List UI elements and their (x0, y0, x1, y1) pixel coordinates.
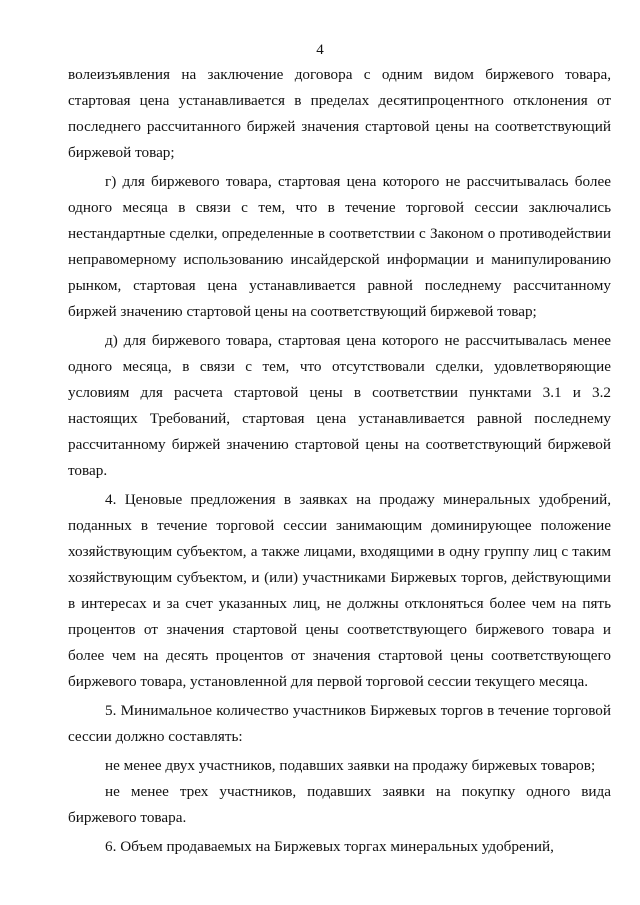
page-number: 4 (316, 42, 324, 58)
paragraph-clause-4: 4. Ценовые предложения в заявках на продажу минеральных удобрений, поданных в течение торговой сессии занимающим доминирующее положение хозяйствующим субъектом, а также лицами, входящими в одну группу лиц с таким хозяйствующим субъектом, и (или) участниками Биржевых торгов, действующими в интересах и за счет указанных лиц, не должны отклоняться более чем на пять процентов от значения стартовой цены соответствующего биржевого товара и более чем на десять процентов от значения стартовой цены соответствующего биржевого товара, установленной для первой торговой сессии текущего месяца. (68, 491, 611, 690)
paragraph-continuation: волеизъявления на заключение договора с одним видом биржевого товара, стартовая цена устанавливается в пределах десятипроцентного отклонения от последнего рассчитанного биржей значения стартовой цены на соответствующий биржевой товар; (68, 66, 611, 161)
paragraph-sellers-minimum: не менее двух участников, подавших заявки на продажу биржевых товаров; (105, 757, 596, 774)
paragraph-clause-6: 6. Объем продаваемых на Биржевых торгах минеральных удобрений, (105, 838, 554, 855)
paragraph-item-g: г) для биржевого товара, стартовая цена которого не рассчитывалась более одного месяца в связи с тем, что в течение торговой сессии заключались нестандартные сделки, определенные в соответствии с Законом о противодействии неправомерному использованию инсайдерской информации и манипулированию рынком, стартовая цена устанавливается равной последнему рассчитанному биржей значению стартовой цены на соответствующий биржевой товар; (68, 173, 611, 320)
document-body (68, 62, 611, 860)
paragraph-item-d: д) для биржевого товара, стартовая цена которого не рассчитывалась менее одного месяца, в связи с тем, что отсутствовали сделки, удовлетворяющие условиям для расчета стартовой цены в соответствии пунктами 3.1 и 3.2 настоящих Требований, стартовая цена устанавливается равной последнему рассчитанному биржей значению стартовой цены на соответствующий биржевой товар. (68, 332, 611, 479)
paragraph-buyers-minimum: не менее трех участников, подавших заявки на покупку одного вида биржевого товара. (68, 783, 611, 826)
paragraph-clause-5: 5. Минимальное количество участников Биржевых торгов в течение торговой сессии должно составлять: (68, 702, 611, 745)
